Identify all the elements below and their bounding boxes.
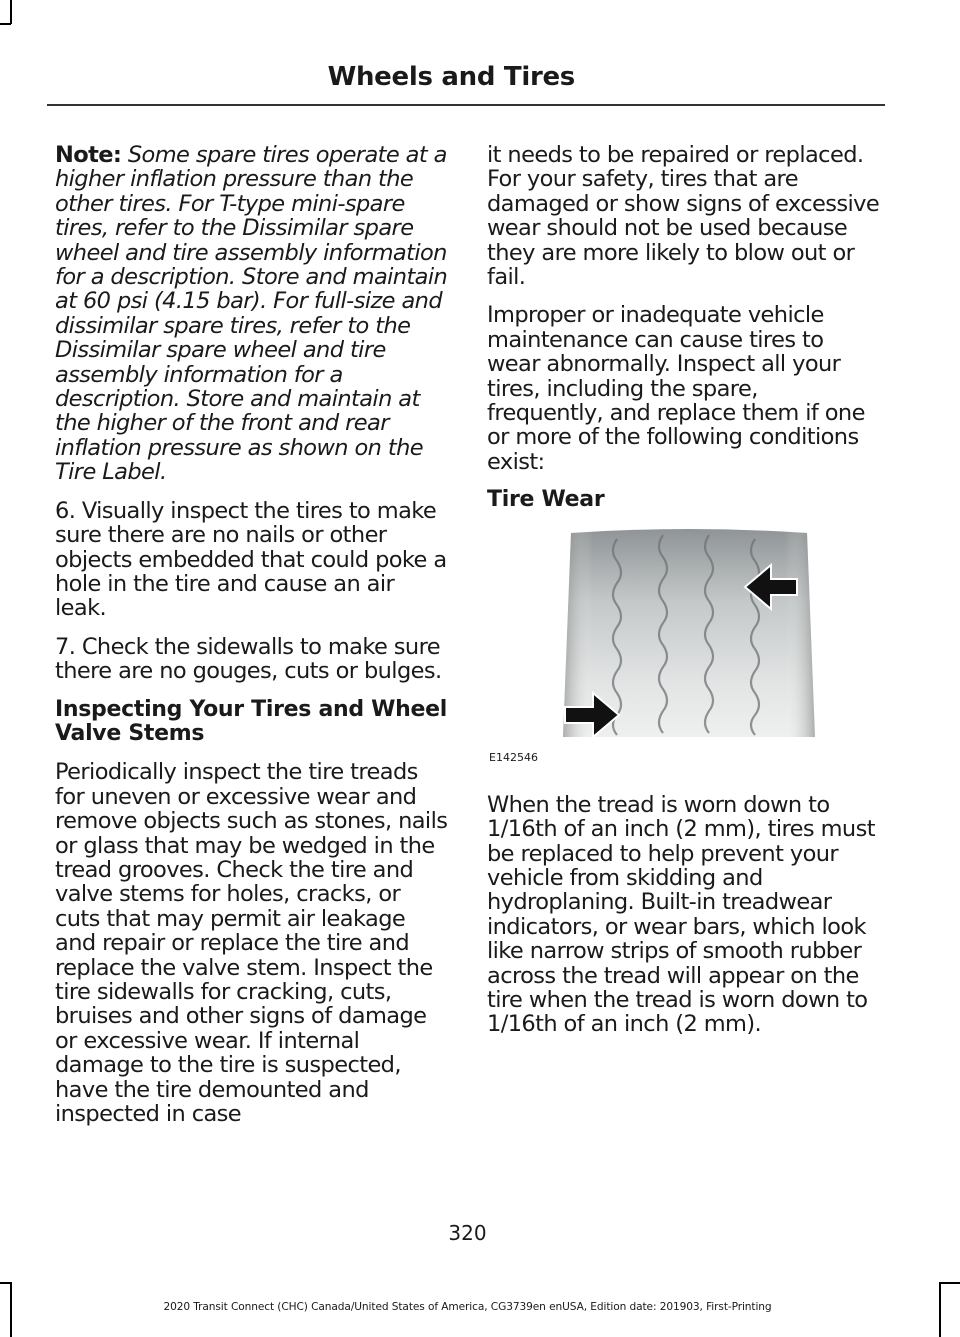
- header-divider: [47, 104, 885, 106]
- note-body: Some spare tires operate at a higher inflation pressure than the other tires. For T-type mini-spare tires, refer to the Dissimilar spare wheel and tire assembly information for a description. Store and maintain at 60 psi (4.15 bar). For full-size and dissimilar spare tires, refer to the Dissimilar spare wheel and tire assembly information for a description. Store and maintain at the higher of the front and rear inflation pressure as shown on the Tire Label.: [55, 142, 448, 486]
- maintenance-paragraph: Improper or inadequate vehicle maintenance can cause tires to wear abnormally. Inspect all your tires, including the spare, frequently, and replace them if one or more of the following conditions exist:: [487, 302, 865, 475]
- tire-wear-figure: [487, 529, 822, 769]
- page-number: 320: [448, 1221, 487, 1245]
- step-6-text: 6. Visually inspect the tires to make sure there are no nails or other objects embedded that could poke a hole in the tire and cause an air leak.: [55, 497, 447, 622]
- crop-mark-top-left-vertical: [10, 0, 12, 24]
- step-7-text: 7. Check the sidewalls to make sure there are no gouges, cuts or bulges.: [55, 633, 442, 685]
- left-column: [55, 143, 448, 1140]
- continued-paragraph: it needs to be repaired or replaced. For your safety, tires that are damaged or show signs of excessive wear should not be used because they are more likely to blow out or fail.: [487, 142, 880, 291]
- tread-wear-paragraph: When the tread is worn down to 1/16th of an inch (2 mm), tires must be replaced to help prevent your vehicle from skidding and hydroplaning. Built-in treadwear indicators, or wear bars, which look like narrow strips of smooth rubber across the tread will appear on the tire when the tread is worn down to 1/16th of an inch (2 mm).: [487, 791, 875, 1038]
- crop-mark-bottom-right-horizontal: [939, 1282, 960, 1284]
- crop-mark-bottom-left-horizontal: [0, 1282, 11, 1284]
- crop-mark-bottom-right-vertical: [939, 1282, 941, 1337]
- right-column: [487, 143, 880, 1051]
- note-label: Note:: [55, 142, 122, 168]
- tire-tread-illustration: [559, 529, 819, 741]
- figure-code: E142546: [489, 751, 538, 765]
- note-paragraph: [55, 143, 448, 485]
- inspecting-paragraph: Periodically inspect the tire treads for uneven or excessive wear and remove objects such as stones, nails or glass that may be wedged in the tread grooves. Check the tire and valve stems for holes, cracks, or cuts that may permit air leakage and repair or replace the tire and replace the valve stem. Inspect the tire sidewalls for cracking, cuts, bruises and other signs of damage or excessive wear. If internal damage to the tire is suspected, have the tire demounted and inspected in case: [55, 759, 448, 1128]
- crop-mark-top-left-horizontal: [0, 23, 11, 25]
- section-heading-inspecting: Inspecting Your Tires and Wheel Valve Stems: [55, 696, 447, 746]
- section-heading-tire-wear: Tire Wear: [487, 487, 605, 513]
- page-title: Wheels and Tires: [327, 62, 575, 92]
- footer-text: 2020 Transit Connect (CHC) Canada/United States of America, CG3739en enUSA, Edition date: 201903, First-Printing: [163, 1301, 772, 1313]
